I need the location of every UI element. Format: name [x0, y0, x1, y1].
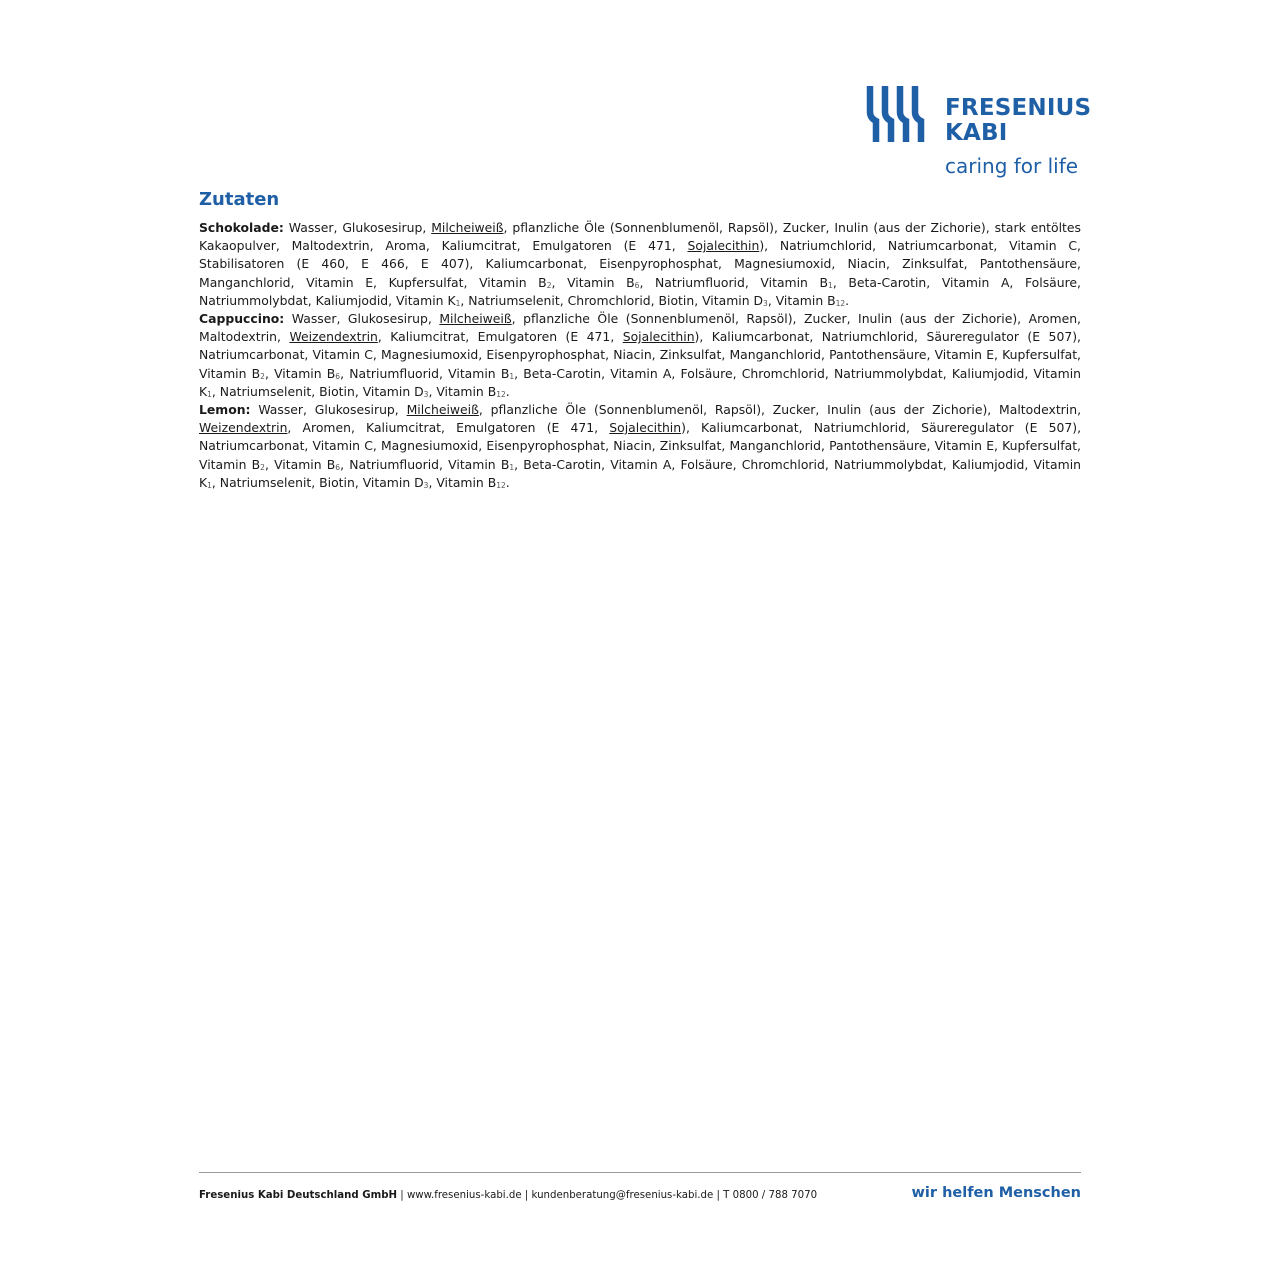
allergen-term: Weizendextrin [199, 420, 288, 436]
subscript: 12 [835, 298, 846, 308]
ingredient-text: Wasser, Glukosesirup, [250, 402, 407, 418]
logo-wordmark [945, 96, 1091, 146]
subscript: 2 [546, 280, 552, 290]
allergen-term: Weizendextrin [289, 329, 378, 345]
footer-contact-details: | www.fresenius-kabi.de | kundenberatung@fresenius-kabi.de | T 0800 / 788 7070 [397, 1190, 818, 1201]
ingredient-text: , Vitamin B [264, 456, 336, 472]
footer-company-name: Fresenius Kabi Deutschland GmbH [199, 1190, 398, 1201]
ingredient-text: , Beta-Carotin, Vitamin A, Folsäure, Chromchlorid, Natriummolybdat, Kaliumjodid, Vitamin K [199, 456, 1082, 490]
ingredient-text: , Natriumfluorid, Vitamin B [340, 365, 510, 381]
ingredient-text: ), Natriumchlorid, Natriumcarbonat, Vitamin C, Stabilisatoren (E 460, E 466, E 407), Kaliumcarbonat, Eisenpyrophosphat, Magnesiumoxid, Niacin, Zinksulfat, Pantothensäure, Manganchlorid, Vitamin E, Kupfersulfat, Vitamin B [199, 238, 1081, 290]
ingredient-paragraph [199, 310, 1081, 401]
subscript: 1 [509, 371, 515, 381]
subscript: 3 [423, 480, 429, 490]
fresenius-kabi-logo-icon [866, 84, 928, 144]
ingredient-text: , Vitamin B [767, 292, 836, 308]
ingredient-text: , pflanzliche Öle (Sonnenblumenöl, Rapsöl), Zucker, Inulin (aus der Zichorie), Aromen, Maltodextrin, [199, 311, 1081, 345]
ingredient-text: ), Kaliumcarbonat, Natriumchlorid, Säureregulator (E 507), Natriumcarbonat, Vitamin C, Magnesiumoxid, Eisenpyrophosphat, Niacin, Zinksulfat, Manganchlorid, Pantothensäure, Vitamin E, Kupfersulfat, Vitamin B [199, 420, 1082, 472]
subscript: 6 [634, 280, 640, 290]
allergen-term: Milcheiweiß [406, 402, 479, 418]
subscript: 12 [496, 480, 506, 490]
ingredient-text: , pflanzliche Öle (Sonnenblumenöl, Rapsöl), Zucker, Inulin (aus der Zichorie), stark entöltes Kakaopulver, Maltodextrin, Aroma, Kaliumcitrat, Emulgatoren (E 471, [199, 220, 1081, 254]
ingredients-list [199, 219, 1081, 492]
ingredient-text: Wasser, Glukosesirup, [284, 311, 440, 327]
subscript: 12 [496, 389, 506, 399]
subscript: 1 [207, 389, 212, 399]
ingredient-paragraph [199, 219, 1081, 310]
subscript: 1 [509, 462, 515, 472]
ingredient-text: , Natriumselenit, Biotin, Vitamin D [211, 383, 424, 399]
allergen-term: Sojalecithin [687, 238, 760, 254]
allergen-term: Milcheiweiß [439, 311, 512, 327]
subscript: 2 [260, 371, 265, 381]
ingredient-text: , Beta-Carotin, Vitamin A, Folsäure, Chromchlorid, Natriummolybdat, Kaliumjodid, Vitamin K [199, 365, 1082, 399]
ingredient-text: , Natriumselenit, Biotin, Vitamin D [211, 474, 424, 490]
subscript: 6 [335, 371, 341, 381]
logo-name-line2: KABI [945, 120, 1008, 146]
subscript: 1 [455, 298, 461, 308]
ingredient-text: , Vitamin B [264, 365, 336, 381]
logo-tagline: caring for life [945, 154, 1079, 178]
subscript: 1 [207, 480, 212, 490]
ingredient-text: , pflanzliche Öle (Sonnenblumenöl, Rapsöl), Zucker, Inulin (aus der Zichorie), Maltodextrin, [478, 402, 1082, 418]
ingredient-text: , Beta-Carotin, Vitamin A, Folsäure, Natriummolybdat, Kaliumjodid, Vitamin K [199, 274, 1081, 308]
footer-contact-line [199, 1188, 817, 1204]
allergen-term: Sojalecithin [622, 329, 695, 345]
section-title: Zutaten [199, 189, 280, 210]
subscript: 3 [763, 298, 768, 308]
ingredient-text: . [505, 383, 510, 399]
company-logo [866, 84, 1092, 184]
subscript: 2 [260, 462, 265, 472]
flavor-label: Cappuccino: [199, 311, 285, 327]
subscript: 6 [335, 462, 341, 472]
subscript: 1 [828, 280, 833, 290]
allergen-term: Milcheiweiß [431, 220, 504, 235]
flavor-label: Schokolade: [199, 220, 284, 235]
ingredient-text: , Natriumfluorid, Vitamin B [340, 456, 510, 472]
ingredient-paragraph [199, 401, 1081, 492]
ingredient-text: , Vitamin B [551, 274, 635, 290]
subscript: 3 [423, 389, 429, 399]
ingredient-text: . [505, 474, 510, 490]
ingredient-text: , Natriumselenit, Chromchlorid, Biotin, Vitamin D [460, 292, 764, 308]
footer-slogan: wir helfen Menschen [911, 1185, 1081, 1201]
ingredient-text: , Vitamin B [428, 383, 497, 399]
logo-name-line1: FRESENIUS [945, 95, 1092, 121]
ingredient-text: , Aromen, Kaliumcitrat, Emulgatoren (E 471, [287, 420, 610, 436]
ingredient-text: , Vitamin B [428, 474, 497, 490]
ingredient-text: . [845, 292, 850, 308]
flavor-label: Lemon: [199, 402, 251, 418]
ingredient-text: , Kaliumcitrat, Emulgatoren (E 471, [377, 329, 623, 345]
ingredient-text: Wasser, Glukosesirup, [283, 220, 432, 235]
footer-divider [199, 1172, 1081, 1173]
allergen-term: Sojalecithin [609, 420, 682, 436]
ingredient-text: ), Kaliumcarbonat, Natriumchlorid, Säureregulator (E 507), Natriumcarbonat, Vitamin C, Magnesiumoxid, Eisenpyrophosphat, Niacin, Zinksulfat, Manganchlorid, Pantothensäure, Vitamin E, Kupfersulfat, Vitamin B [199, 329, 1081, 381]
ingredient-text: , Natriumfluorid, Vitamin B [639, 274, 829, 290]
